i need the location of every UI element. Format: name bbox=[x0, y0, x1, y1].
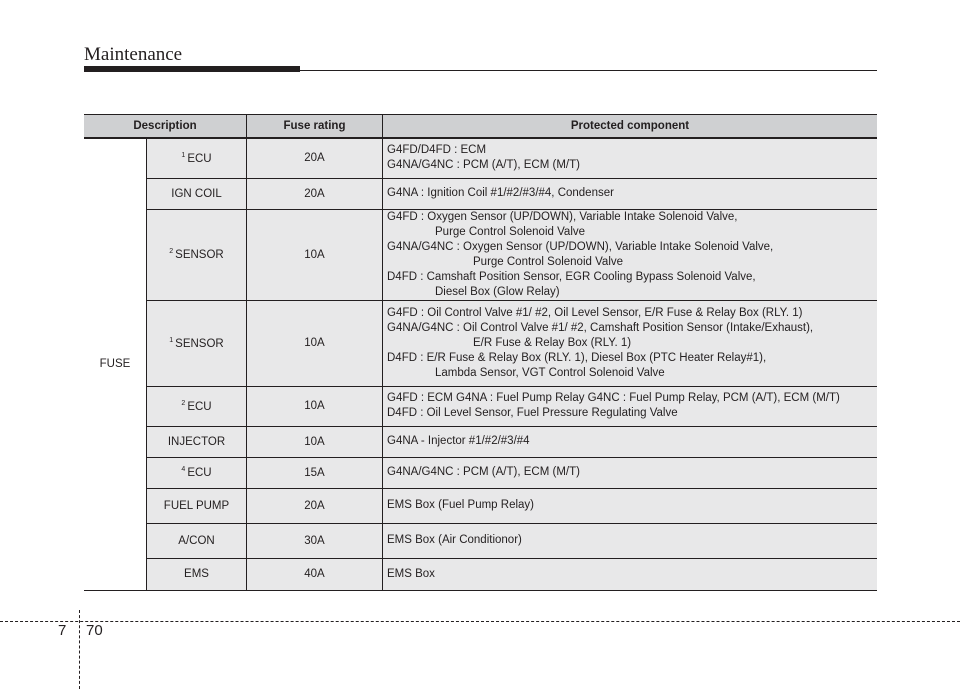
superscript-index: 1 bbox=[169, 336, 174, 344]
protected-component-line: G4NA - Injector #1/#2/#3/#4 bbox=[387, 435, 530, 447]
protected-component-line: G4NA/G4NC : PCM (A/T), ECM (M/T) bbox=[387, 159, 580, 172]
column-header-fuse-rating: Fuse rating bbox=[247, 115, 383, 139]
fuse-rating-cell: 10A bbox=[247, 426, 383, 457]
description-cell bbox=[147, 178, 247, 209]
superscript-index: 1 bbox=[181, 151, 186, 159]
section-title: Maintenance bbox=[84, 44, 183, 65]
superscript-index: 2 bbox=[169, 248, 174, 256]
table-row bbox=[84, 209, 877, 300]
description-label: ECU bbox=[187, 466, 212, 479]
protected-component-cell bbox=[383, 457, 878, 488]
description-label: A/CON bbox=[178, 534, 215, 547]
description-label: EMS bbox=[184, 568, 209, 580]
section-title-rule bbox=[300, 70, 877, 71]
protected-component-cell bbox=[383, 138, 878, 178]
protected-component-cell bbox=[383, 426, 878, 457]
description-label: INJECTOR bbox=[167, 435, 226, 448]
description-label: ECU bbox=[187, 152, 212, 165]
description-label: IGN COIL bbox=[171, 187, 222, 200]
table-row bbox=[84, 178, 877, 209]
protected-component-cell bbox=[383, 178, 878, 209]
fuse-rating-cell: 40A bbox=[247, 558, 383, 590]
table-row bbox=[84, 457, 877, 488]
description-label: SENSOR bbox=[175, 337, 224, 350]
fuse-rating-cell: 10A bbox=[247, 209, 383, 300]
protected-component-cell bbox=[383, 558, 878, 590]
protected-component-line: D4FD : Oil Level Sensor, Fuel Pressure Regulating Valve bbox=[387, 407, 678, 419]
column-header-description: Description bbox=[84, 115, 247, 139]
protected-component-line: G4NA/G4NC : Oil Control Valve #1/ #2, Camshaft Position Sensor (Intake/Exhaust), bbox=[387, 321, 814, 334]
protected-component-line: EMS Box (Air Conditionor) bbox=[387, 534, 522, 546]
protected-component-line: EMS Box bbox=[387, 567, 435, 580]
fuse-group-label: FUSE bbox=[84, 138, 147, 590]
description-cell bbox=[147, 523, 247, 558]
protected-component-cell bbox=[383, 209, 878, 300]
table-body bbox=[84, 138, 877, 590]
description-cell bbox=[147, 558, 247, 590]
table-row bbox=[84, 386, 877, 426]
protected-component-line: D4FD : Camshaft Position Sensor, EGR Cooling Bypass Solenoid Valve, bbox=[387, 270, 756, 283]
fuse-rating-cell: 20A bbox=[247, 138, 383, 178]
column-header-protected-component: Protected component bbox=[383, 115, 878, 139]
protected-component-line: G4FD : ECM G4NA : Fuel Pump Relay G4NC : Fuel Pump Relay, PCM (A/T), ECM (M/T) bbox=[387, 392, 840, 404]
description-label: ECU bbox=[187, 400, 212, 413]
protected-component-line: Lambda Sensor, VGT Control Solenoid Valve bbox=[435, 366, 665, 379]
fuse-rating-cell: 15A bbox=[247, 457, 383, 488]
protected-component-cell bbox=[383, 523, 878, 558]
protected-component-line: EMS Box (Fuel Pump Relay) bbox=[387, 499, 534, 511]
superscript-index: 2 bbox=[181, 399, 186, 407]
description-label: SENSOR bbox=[175, 248, 224, 261]
protected-component-line: G4FD : Oxygen Sensor (UP/DOWN), Variable Intake Solenoid Valve, bbox=[387, 210, 738, 223]
table-header-row bbox=[84, 115, 877, 139]
description-label: FUEL PUMP bbox=[163, 499, 230, 512]
chapter-number: 7 bbox=[58, 622, 67, 639]
description-cell bbox=[147, 300, 247, 386]
table-row bbox=[84, 138, 877, 178]
section-title-bar bbox=[84, 66, 300, 72]
description-cell bbox=[147, 386, 247, 426]
protected-component-cell bbox=[383, 488, 878, 523]
protected-component-line: G4FD/D4FD : ECM bbox=[387, 144, 487, 157]
protected-component-line: Diesel Box (Glow Relay) bbox=[435, 285, 560, 298]
protected-component-line: G4NA : Ignition Coil #1/#2/#3/#4, Condenser bbox=[387, 187, 614, 199]
protected-component-line: G4NA/G4NC : Oxygen Sensor (UP/DOWN), Variable Intake Solenoid Valve, bbox=[387, 240, 774, 253]
superscript-index: 4 bbox=[181, 466, 186, 474]
page-number-divider bbox=[79, 610, 80, 689]
description-cell bbox=[147, 488, 247, 523]
fuse-rating-cell: 30A bbox=[247, 523, 383, 558]
protected-component-line: Purge Control Solenoid Valve bbox=[473, 255, 624, 268]
table-row bbox=[84, 523, 877, 558]
page-number: 70 bbox=[86, 622, 103, 639]
table-row bbox=[84, 300, 877, 386]
description-cell bbox=[147, 426, 247, 457]
fuse-table bbox=[84, 114, 877, 591]
protected-component-line: E/R Fuse & Relay Box (RLY. 1) bbox=[473, 336, 632, 349]
description-cell bbox=[147, 209, 247, 300]
fuse-rating-cell: 20A bbox=[247, 178, 383, 209]
protected-component-cell bbox=[383, 386, 878, 426]
page-footer-rule bbox=[0, 621, 960, 622]
description-cell bbox=[147, 457, 247, 488]
description-cell bbox=[147, 138, 247, 178]
protected-component-line: D4FD : E/R Fuse & Relay Box (RLY. 1), Diesel Box (PTC Heater Relay#1), bbox=[387, 351, 767, 364]
protected-component-cell bbox=[383, 300, 878, 386]
table-row bbox=[84, 426, 877, 457]
fuse-rating-cell: 20A bbox=[247, 488, 383, 523]
protected-component-line: G4FD : Oil Control Valve #1/ #2, Oil Level Sensor, E/R Fuse & Relay Box (RLY. 1) bbox=[387, 306, 803, 319]
fuse-rating-cell: 10A bbox=[247, 386, 383, 426]
protected-component-line: Purge Control Solenoid Valve bbox=[435, 225, 586, 238]
table-row bbox=[84, 488, 877, 523]
fuse-rating-cell: 10A bbox=[247, 300, 383, 386]
table-row bbox=[84, 558, 877, 590]
protected-component-line: G4NA/G4NC : PCM (A/T), ECM (M/T) bbox=[387, 466, 580, 478]
